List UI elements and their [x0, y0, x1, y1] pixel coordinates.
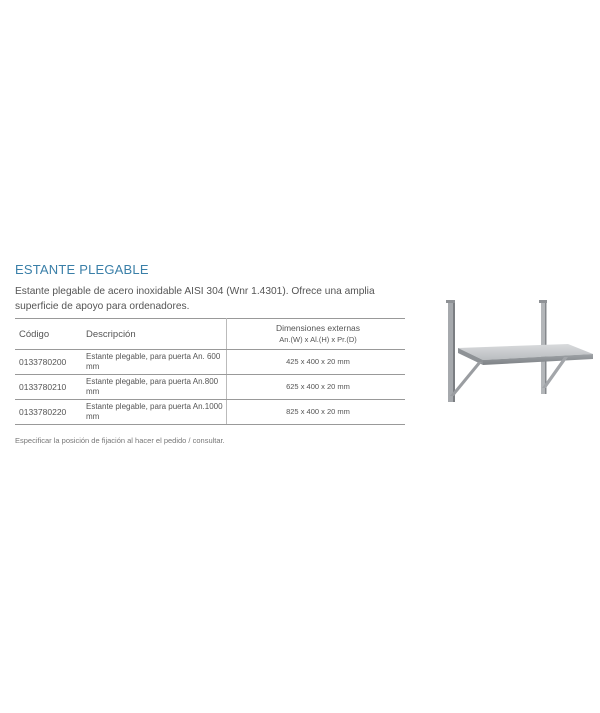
row-description: Estante plegable, para puerta An.1000 mm	[82, 400, 227, 425]
table-row	[15, 350, 405, 375]
header-dimensions	[227, 319, 406, 350]
table-row	[15, 375, 405, 400]
row-description: Estante plegable, para puerta An. 600 mm	[82, 350, 227, 375]
header-code: Código	[15, 319, 82, 350]
table-row	[15, 400, 405, 425]
order-note: Especificar la posición de fijación al hacer el pedido / consultar.	[15, 436, 225, 445]
header-dimensions-label: Dimensiones externas	[275, 323, 361, 333]
product-description: Estante plegable de acero inoxidable AISI 304 (Wnr 1.4301). Ofrece una amplia superficie de apoyo para ordenadores.	[15, 286, 375, 312]
spec-table	[15, 318, 405, 425]
folding-shelf-image	[438, 296, 598, 406]
row-dimensions: 825 x 400 x 20 mm	[227, 400, 406, 425]
row-dimensions: 625 x 400 x 20 mm	[227, 375, 406, 400]
header-dimensions-sub: An.(W) x Al.(H) x Pr.(D)	[279, 335, 357, 344]
row-description: Estante plegable, para puerta An.800 mm	[82, 375, 227, 400]
product-title: ESTANTE PLEGABLE	[15, 262, 149, 277]
row-code: 0133780210	[15, 375, 82, 400]
header-description: Descripción	[82, 319, 227, 350]
row-code: 0133780220	[15, 400, 82, 425]
row-dimensions: 425 x 400 x 20 mm	[227, 350, 406, 375]
row-code: 0133780200	[15, 350, 82, 375]
table-header-row	[15, 319, 405, 350]
